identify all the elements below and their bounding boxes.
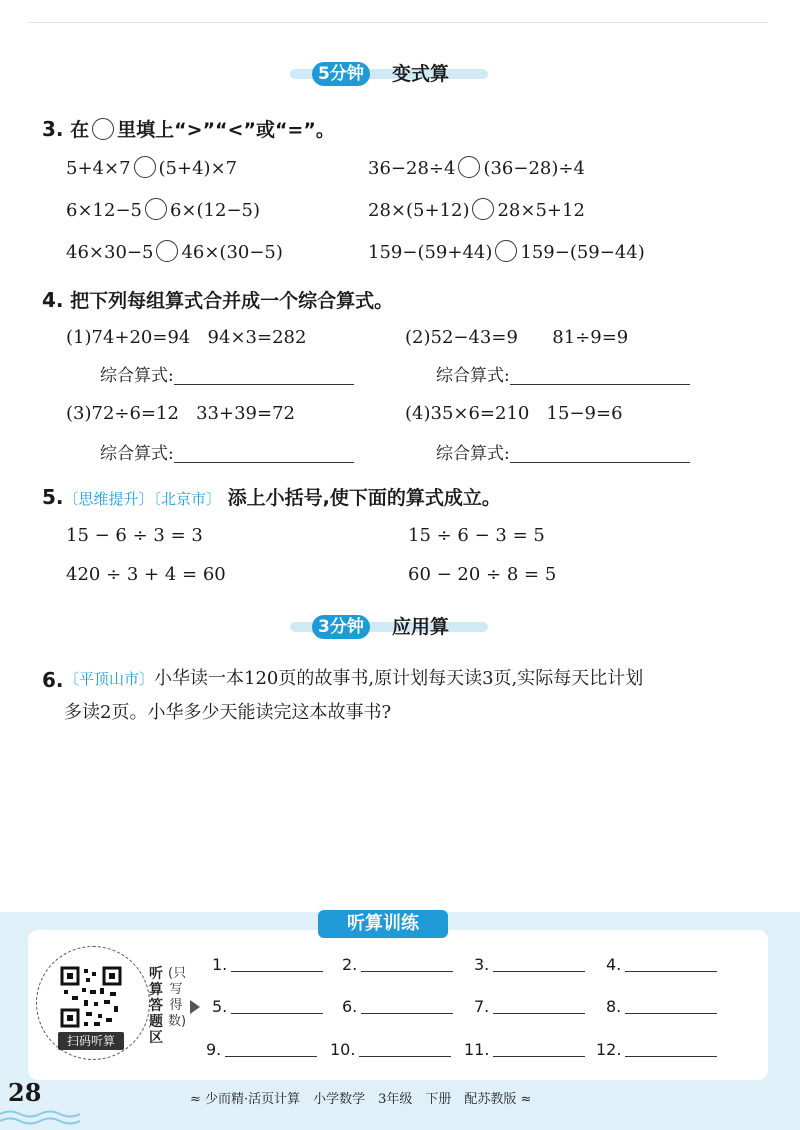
- section-title: 变式算: [392, 63, 450, 85]
- compare-circle-icon: [92, 118, 114, 140]
- q4-item3: (3)72÷6=12 33+39=72: [66, 403, 295, 424]
- q4-item2: (2)52−43=9 81÷9=9: [405, 327, 629, 348]
- section-time-pill: 3分钟: [312, 615, 370, 639]
- section-banner-1: [0, 58, 800, 94]
- q6-num: 6.: [42, 668, 64, 692]
- top-rule: [28, 22, 768, 23]
- q3-row3-left: 46×30−5 46×(30−5): [66, 242, 283, 263]
- answer-slot-3[interactable]: 3.: [474, 955, 585, 974]
- q5-expr-4: 60 − 20 ÷ 8 = 5: [408, 564, 557, 585]
- q4-item1: (1)74+20=94 94×3=282: [66, 327, 307, 348]
- q4-combined-label-4: 综合算式:: [436, 442, 690, 466]
- answer-slot-12[interactable]: 12.: [596, 1040, 717, 1059]
- answer-slot-6[interactable]: 6.: [342, 997, 453, 1016]
- answer-area-label: 听算答题区: [149, 966, 163, 1046]
- tag-city: 〔北京市〕: [153, 490, 222, 508]
- q5-expr-2: 15 ÷ 6 − 3 = 5: [408, 525, 545, 546]
- answer-slot-9[interactable]: 9.: [206, 1040, 317, 1059]
- listening-title: 听算训练: [318, 910, 448, 938]
- tag-city: 〔平顶山市〕: [64, 670, 155, 688]
- answer-circle[interactable]: [145, 198, 167, 220]
- answer-slot-8[interactable]: 8.: [606, 997, 717, 1016]
- q3-row1-left: 5+4×7 (5+4)×7: [66, 158, 238, 179]
- q5-expr-3: 420 ÷ 3 + 4 = 60: [66, 564, 226, 585]
- page-number: 28: [8, 1078, 42, 1107]
- section-banner-2: [0, 611, 800, 647]
- wave-decoration-icon: [0, 1108, 80, 1128]
- section-time-pill: 5分钟: [312, 62, 370, 86]
- q3-row1-right: 36−28÷4 (36−28)÷4: [368, 158, 585, 179]
- answer-line[interactable]: [174, 384, 354, 385]
- answer-line[interactable]: [510, 384, 690, 385]
- answer-circle[interactable]: [134, 156, 156, 178]
- q4-item4: (4)35×6=210 15−9=6: [405, 403, 623, 424]
- q3-row2-left: 6×12−5 6×(12−5): [66, 200, 261, 221]
- q6-text: 〔平顶山市〕小华读一本120页的故事书,原计划每天读3页,实际每天比计划 多读2页。小华多少天能读完这本故事书?: [64, 668, 644, 723]
- q5-expr-1: 15 − 6 ÷ 3 = 3: [66, 525, 203, 546]
- answer-slot-2[interactable]: 2.: [342, 955, 453, 974]
- q4-combined-label-2: 综合算式:: [436, 364, 690, 388]
- answer-slot-7[interactable]: 7.: [474, 997, 585, 1016]
- answer-slot-4[interactable]: 4.: [606, 955, 717, 974]
- q3-row3-right: 159−(59+44) 159−(59−44): [368, 242, 645, 263]
- answer-circle[interactable]: [156, 240, 178, 262]
- q4-combined-label-1: 综合算式:: [100, 364, 354, 388]
- answer-circle[interactable]: [458, 156, 480, 178]
- answer-slot-5[interactable]: 5.: [212, 997, 323, 1016]
- section-title: 应用算: [392, 616, 450, 638]
- q5-heading: 5.〔思维提升〕〔北京市〕 添上小括号,使下面的算式成立。: [42, 485, 501, 509]
- q3-row2-right: 28×(5+12) 28×5+12: [368, 200, 585, 221]
- answer-circle[interactable]: [495, 240, 517, 262]
- answer-area-note: (只写得数): [168, 966, 187, 1029]
- q4-combined-label-3: 综合算式:: [100, 442, 354, 466]
- answer-slot-1[interactable]: 1.: [212, 955, 323, 974]
- footer-text: ≈ 少而精·活页计算 小学数学 3年级 下册 配苏教版 ≈: [190, 1092, 532, 1107]
- arrow-right-icon: [190, 1000, 200, 1014]
- answer-slot-10[interactable]: 10.: [330, 1040, 451, 1059]
- qr-code-icon[interactable]: [60, 966, 122, 1028]
- qr-label: 扫码听算: [58, 1032, 124, 1050]
- q4-heading: 4. 把下列每组算式合并成一个综合算式。: [42, 288, 394, 312]
- tag-thinking: 〔思维提升〕: [63, 490, 154, 508]
- q3-heading: 3. 在 里填上“>”“<”或“=”。: [42, 117, 335, 141]
- answer-line[interactable]: [174, 462, 354, 463]
- answer-slot-11[interactable]: 11.: [464, 1040, 585, 1059]
- answer-line[interactable]: [510, 462, 690, 463]
- answer-circle[interactable]: [472, 198, 494, 220]
